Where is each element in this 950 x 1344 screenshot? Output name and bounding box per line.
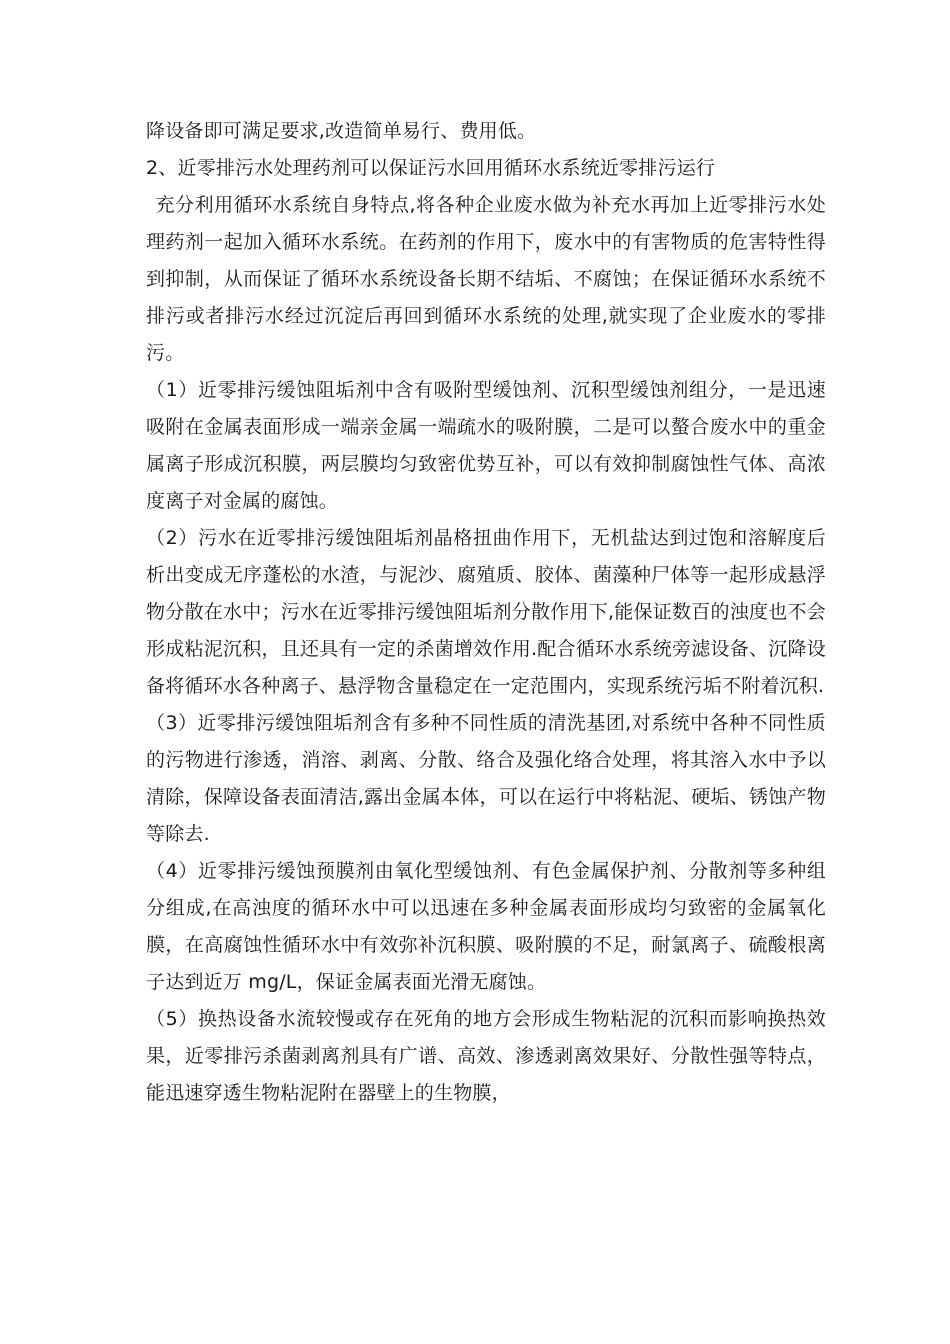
paragraph-item-3: （3）近零排污缓蚀阻垢剂含有多种不同性质的清洗基团,对系统中各种不同性质的污物进行渗透，消溶、剥离、分散、络合及强化络合处理，将其溶入水中予以清除，保障设备表面清洁,露出金属本体，可以在运行中将粘泥、硬垢、锈蚀产物等除去. [146,712,826,845]
paragraph-item-2: （2）污水在近零排污缓蚀阻垢剂晶格扭曲作用下，无机盐达到过饱和溶解度后析出变成无序蓬松的水渣，与泥沙、腐殖质、胶体、菌藻种尸体等一起形成悬浮物分散在水中；污水在近零排污缓蚀阻垢剂分散作用下,能保证数百的浊度也不会形成粘泥沉积，且还具有一定的杀菌增效作用.配合循环水系统旁滤设备、沉降设备将循环水各种离子、悬浮物含量稳定在一定范围内，实现系统污垢不附着沉积. [146,527,826,697]
paragraph-item-5: （5）换热设备水流较慢或存在死角的地方会形成生物粘泥的沉积而影响换热效果，近零排污杀菌剥离剂具有广谱、高效、渗透剥离效果好、分散性强等特点，能迅速穿透生物粘泥附在器壁上的生物膜， [146,1008,826,1104]
document-body [146,113,826,1112]
section-heading-2: 2、近零排污水处理药剂可以保证污水回用循环水系统近零排污运行 [146,157,716,179]
paragraph-continuation: 降设备即可满足要求,改造简单易行、费用低。 [146,120,537,142]
paragraph-item-4: （4）近零排污缓蚀预膜剂由氧化型缓蚀剂、有色金属保护剂、分散剂等多种组分组成,在高浊度的循环水中可以迅速在多种金属表面形成均匀致密的金属氧化膜，在高腐蚀性循环水中有效弥补沉积膜、吸附膜的不足，耐氯离子、硫酸根离子达到近万 mg/L，保证金属表面光滑无腐蚀。 [146,860,826,993]
paragraph-item-1: （1）近零排污缓蚀阻垢剂中含有吸附型缓蚀剂、沉积型缓蚀剂组分，一是迅速吸附在金属表面形成一端亲金属一端疏水的吸附膜，二是可以螯合废水中的重金属离子形成沉积膜，两层膜均匀致密优势互补，可以有效抑制腐蚀性气体、高浓度离子对金属的腐蚀。 [146,379,826,512]
paragraph-intro: 充分利用循环水系统自身特点,将各种企业废水做为补充水再加上近零排污水处理药剂一起加入循环水系统。在药剂的作用下，废水中的有害物质的危害特性得到抑制，从而保证了循环水系统设备长期不结垢、不腐蚀；在保证循环水系统不排污或者排污水经过沉淀后再回到循环水系统的处理,就实现了企业废水的零排污。 [146,194,826,364]
